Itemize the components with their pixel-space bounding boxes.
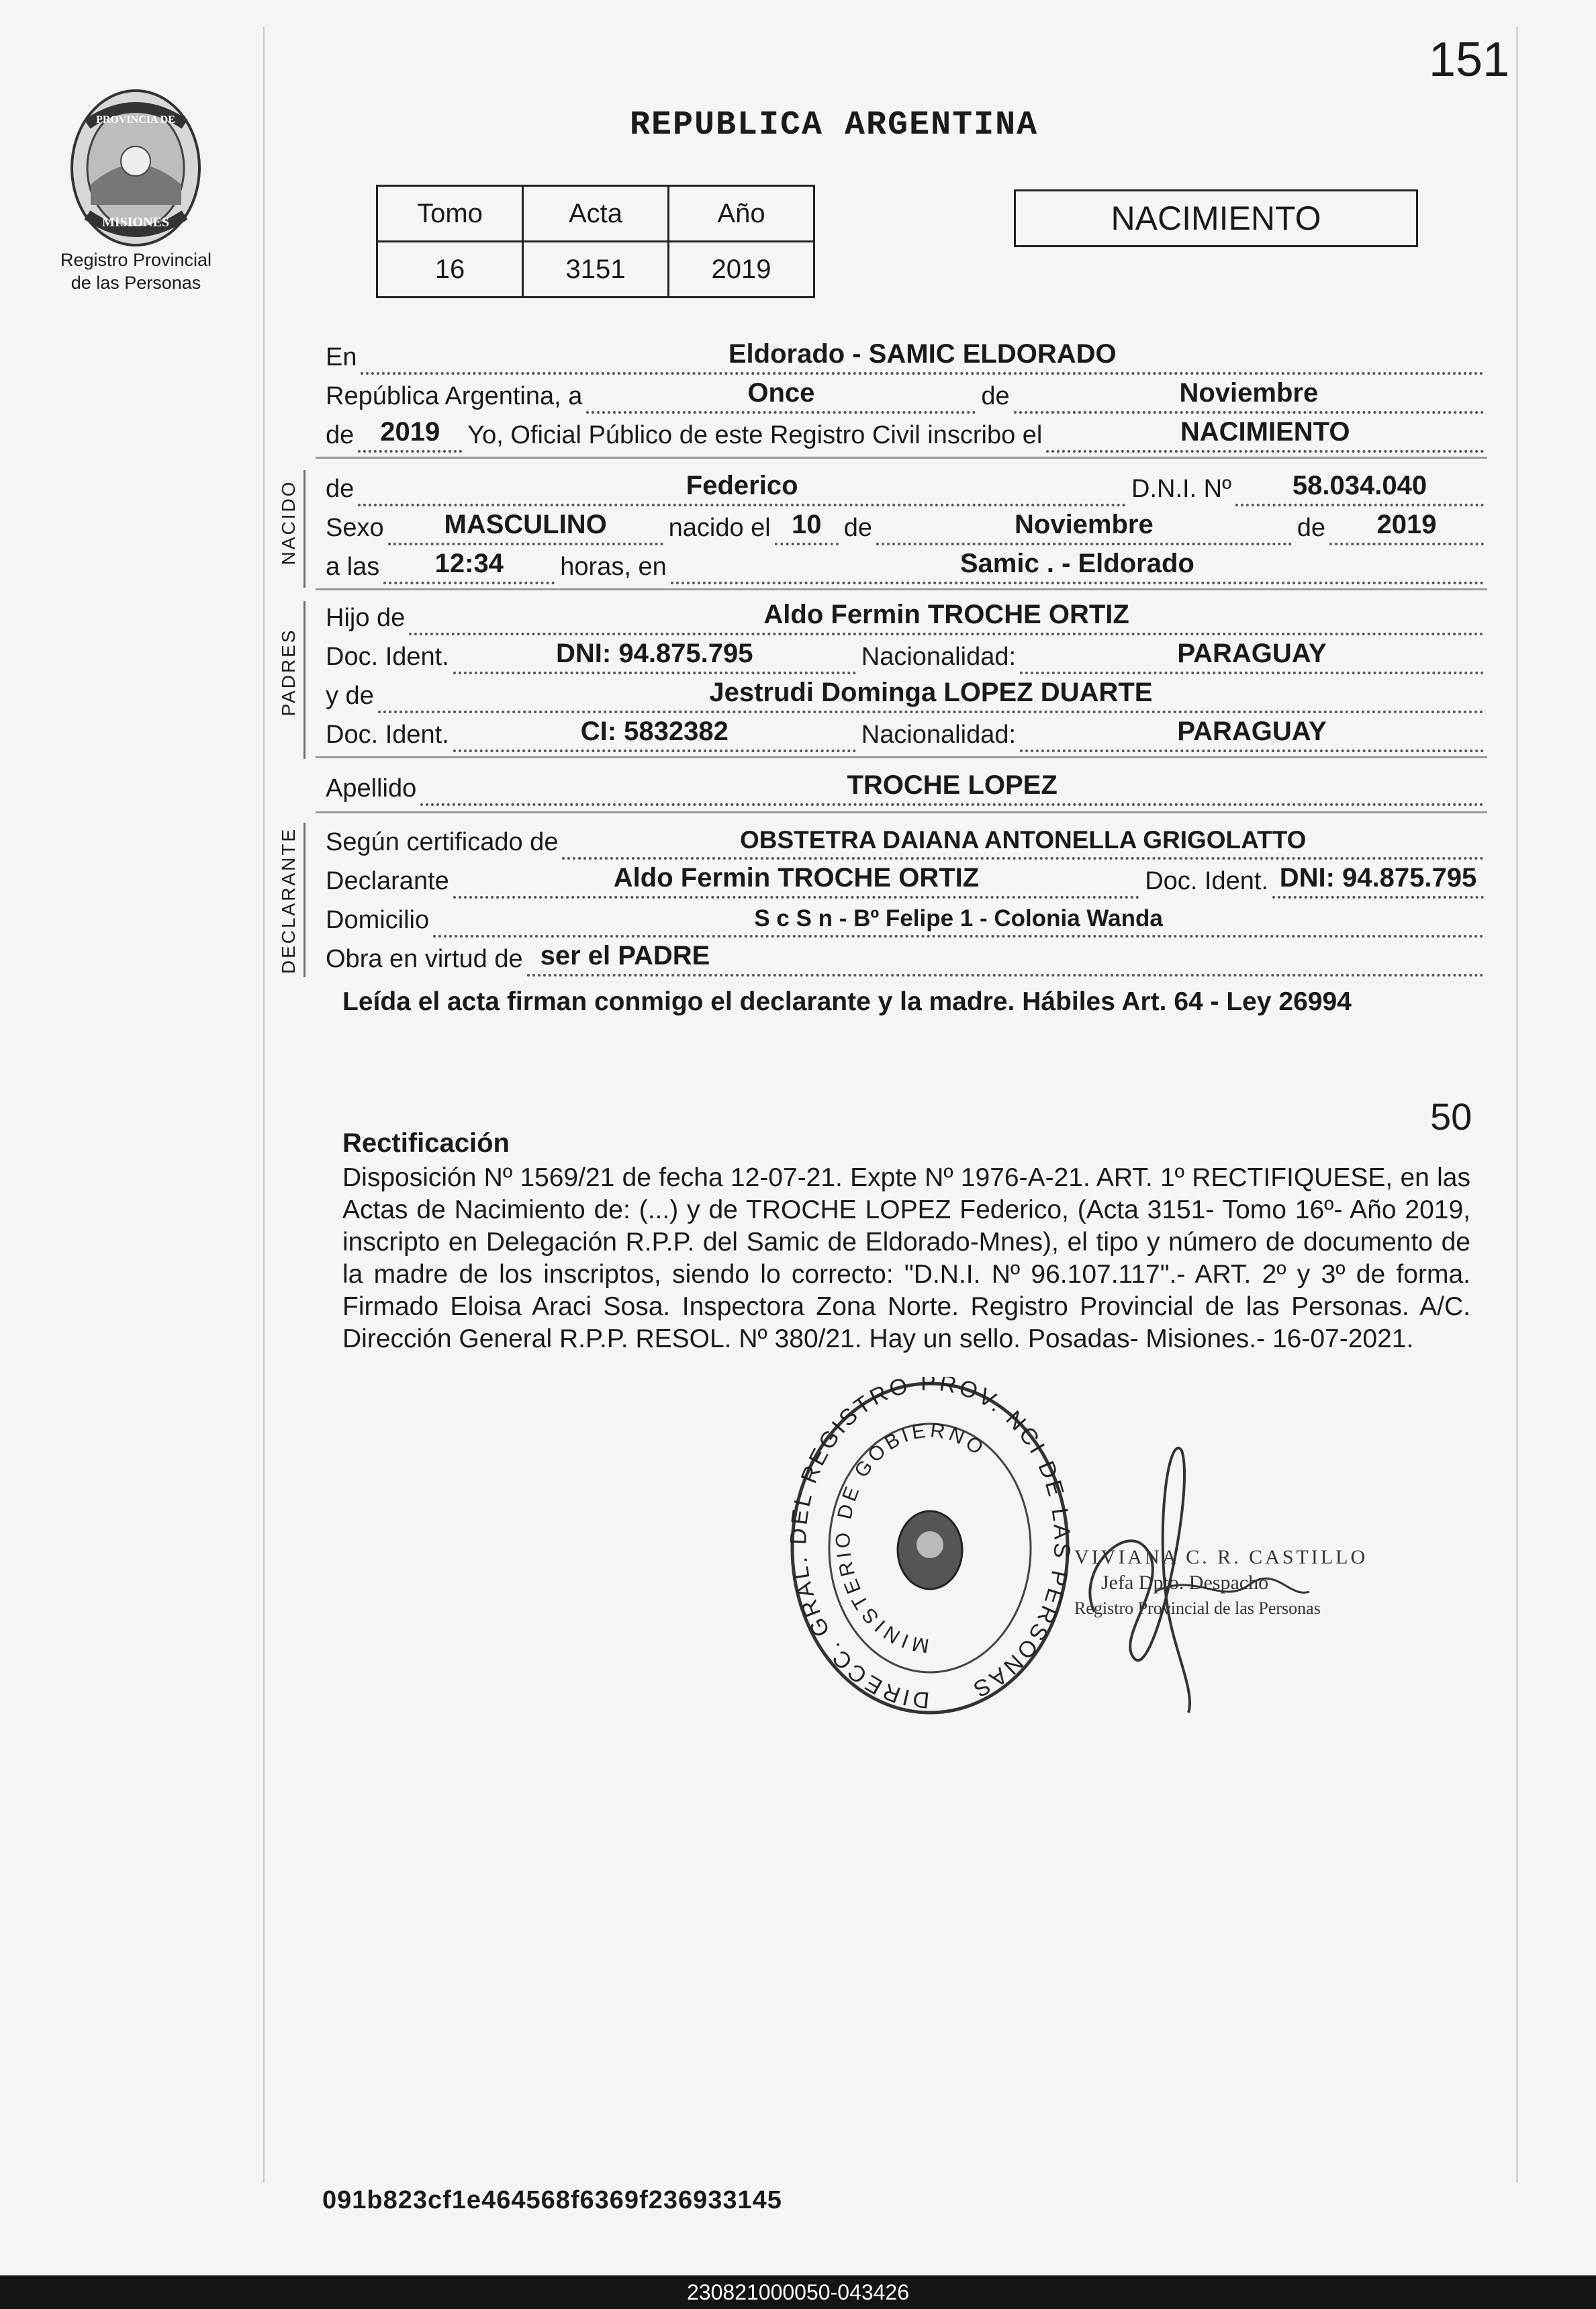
declarante-doc-value: DNI: 94.875.795 <box>1279 863 1477 893</box>
father-doc-label: Doc. Ident. <box>326 643 449 671</box>
y-de-label: y de <box>326 682 374 710</box>
anio-value: 2019 <box>669 242 814 298</box>
row-nacido-sexo <box>326 505 1484 545</box>
declarante-value: Aldo Fermin TROCHE ORTIZ <box>613 863 980 893</box>
father-nationality-value: PARAGUAY <box>1177 639 1327 668</box>
segun-value: OBSTETRA DAIANA ANTONELLA GRIGOLATTO <box>740 826 1307 854</box>
mother-nat-label: Nacionalidad: <box>861 721 1017 749</box>
acta-header: Acta <box>523 186 669 242</box>
row-en <box>326 334 1484 375</box>
time-value: 12:34 <box>434 549 504 578</box>
row-madre <box>326 673 1484 713</box>
segun-label: Según certificado de <box>326 828 559 856</box>
domicilio-label: Domicilio <box>326 906 430 934</box>
inscribe-value: NACIMIENTO <box>1180 417 1350 447</box>
mother-doc-label: Doc. Ident. <box>326 721 449 749</box>
left-margin-line <box>263 27 265 2183</box>
year-value: 2019 <box>380 417 440 447</box>
section-label-nacido: NACIDO <box>278 480 299 565</box>
rectificacion-body: Disposición Nº 1569/21 de fecha 12-07-21. Expte Nº 1976-A-21. ART. 1º RECTIFIQUESE, en las Actas de Nacimiento de: (...) y de TROCHE LOPEZ Federico, (Acta 3151- Tomo 16º- Año 2019, inscripto en Delegación R.P.P. del Samic de Eldorado-Mnes), el tipo y número de documento de la madre de los inscriptos, siendo lo correcto: "D.N.I. Nº 96.107.117".- ART. 2º y 3º de forma. Firmado Eloisa Araci Sosa. Inspectora Zona Norte. Registro Provincial de las Personas. A/C. Dirección General R.P.P. RESOL. Nº 380/21. Hay un sello. Posadas- Misiones.- 16-07-2021. <box>342 1163 1470 1353</box>
page-number: 151 <box>1429 33 1510 87</box>
seal-text-bottom: MISIONES <box>101 215 170 230</box>
tomo-header: Tomo <box>377 186 523 242</box>
month-value: Noviembre <box>1179 378 1319 408</box>
divider <box>316 457 1487 459</box>
section-bar <box>303 823 306 977</box>
signer-name: VIVIANA C. R. CASTILLO <box>1074 1546 1368 1568</box>
apellido-value: TROCHE LOPEZ <box>847 770 1058 800</box>
declarante-label: Declarante <box>326 867 449 895</box>
father-nat-label: Nacionalidad: <box>861 643 1017 671</box>
row-inscribe <box>326 412 1484 453</box>
day-value: Once <box>747 378 815 408</box>
row-padre <box>326 595 1484 635</box>
row-obra <box>326 936 1484 977</box>
mother-doc-value: CI: 5832382 <box>580 717 729 746</box>
nacido-el-label: nacido el <box>668 514 771 542</box>
obra-value: ser el PADRE <box>540 941 710 970</box>
birth-place-value: Samic . - Eldorado <box>959 549 1194 578</box>
acta-value: 3151 <box>523 242 669 298</box>
horas-label: horas, en <box>560 553 667 581</box>
margin-number: 50 <box>1430 1095 1472 1138</box>
signature-name-stamp <box>1074 1545 1368 1621</box>
section-label-declarante: DECLARANTE <box>278 827 299 975</box>
document-hash: 091b823cf1e464568f6369f236933145 <box>322 2186 782 2214</box>
logo-caption-line1: Registro Provincial <box>60 250 212 270</box>
row-declarante <box>326 858 1484 899</box>
nacido-name-value: Federico <box>686 471 798 500</box>
declarante-doc-label: Doc. Ident. <box>1145 867 1268 895</box>
en-label: En <box>326 343 357 371</box>
row-padre-doc <box>326 634 1484 674</box>
seal-text-top: PROVINCIA DE <box>96 114 175 126</box>
signer-institution: Registro Provincial de las Personas <box>1074 1598 1321 1618</box>
yo-label: Yo, Oficial Público de este Registro Civil inscribo el <box>467 421 1043 449</box>
republica-label: República Argentina, a <box>326 382 583 410</box>
obra-label: Obra en virtud de <box>326 945 523 973</box>
row-segun <box>326 819 1484 860</box>
footer-id-bar: 230821000050-043426 <box>0 2275 1596 2309</box>
dni-label: D.N.I. Nº <box>1131 475 1231 503</box>
alas-label: a las <box>326 553 380 581</box>
nacido-day-value: 10 <box>792 510 822 539</box>
record-type-box: NACIMIENTO <box>1014 189 1418 247</box>
divider <box>316 588 1487 590</box>
logo-caption-line2: de las Personas <box>71 273 201 293</box>
apellido-label: Apellido <box>326 774 417 803</box>
document-title: REPUBLICA ARGENTINA <box>630 106 1039 144</box>
stamp-outer-text: DIRECC. GRAL. DEL REGISTRO PROV. NCI DE LAS PERSONAS <box>786 1377 1074 1713</box>
de-label: de <box>981 382 1010 410</box>
stamp-inner-text: MINISTERIO DE GOBIERNO <box>832 1419 990 1657</box>
father-doc-value: DNI: 94.875.795 <box>556 639 753 668</box>
father-name-value: Aldo Fermin TROCHE ORTIZ <box>763 600 1129 629</box>
de2-label: de <box>326 421 355 449</box>
logo-caption <box>40 248 232 294</box>
reference-table <box>376 185 815 298</box>
row-date <box>326 373 1484 414</box>
mother-nationality-value: PARAGUAY <box>1177 717 1327 746</box>
row-nacido-name <box>326 466 1484 506</box>
province-seal-logo <box>64 84 208 252</box>
anio-header: Año <box>669 186 814 242</box>
section-label-padres: PADRES <box>278 628 299 717</box>
sexo-value: MASCULINO <box>444 510 607 539</box>
section-bar <box>303 470 306 588</box>
right-margin-line <box>1516 27 1518 2183</box>
divider <box>316 756 1487 758</box>
nacido-month-value: Noviembre <box>1015 510 1154 539</box>
row-domicilio <box>326 897 1484 938</box>
closing-statement: Leída el acta firman conmigo el declarante y la madre. Hábiles Art. 64 - Ley 26994 <box>342 987 1352 1016</box>
row-nacido-hora <box>326 544 1484 584</box>
rectificacion-title: Rectificación <box>342 1128 510 1158</box>
row-madre-doc <box>326 712 1484 752</box>
nacido-de2-label: de <box>843 514 873 542</box>
nacido-de3-label: de <box>1297 514 1325 542</box>
sexo-label: Sexo <box>326 514 384 542</box>
row-apellido <box>326 766 1484 806</box>
signer-position: Jefa Dpto. Despacho <box>1101 1572 1269 1594</box>
mother-name-value: Jestrudi Dominga LOPEZ DUARTE <box>709 678 1153 707</box>
tomo-value: 16 <box>377 242 523 298</box>
en-value: Eldorado - SAMIC ELDORADO <box>728 339 1117 369</box>
nacido-de-label: de <box>326 475 355 503</box>
divider <box>316 811 1487 813</box>
domicilio-value: S c S n - Bº Felipe 1 - Colonia Wanda <box>754 905 1163 932</box>
hijo-de-label: Hijo de <box>326 604 406 632</box>
dni-value: 58.034.040 <box>1292 471 1427 500</box>
nacido-year-value: 2019 <box>1376 510 1437 539</box>
section-bar <box>303 601 306 759</box>
